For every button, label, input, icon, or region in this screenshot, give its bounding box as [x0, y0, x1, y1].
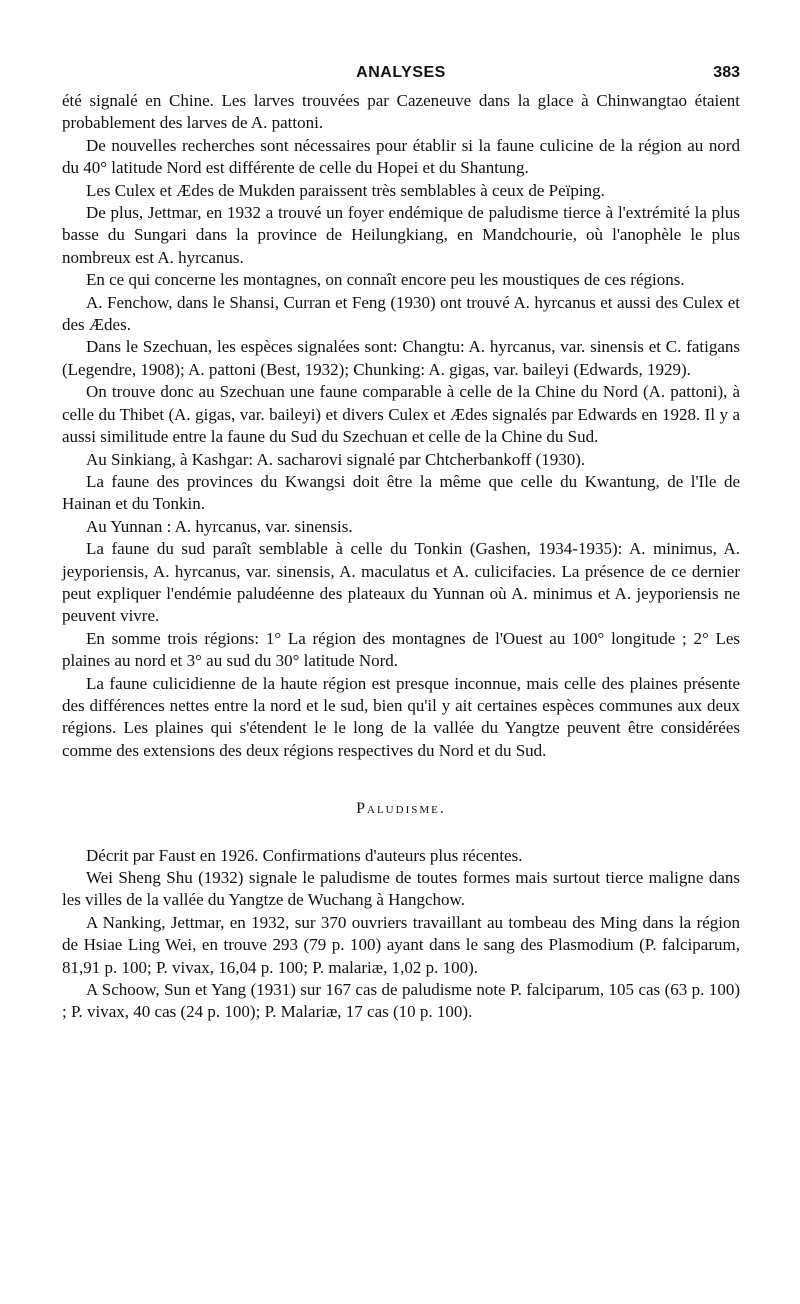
- document-page: [62, 62, 740, 1024]
- paragraph: A. Fenchow, dans le Shansi, Curran et Feng (1930) ont trouvé A. hyrcanus et aussi des Culex et des Ædes.: [62, 292, 740, 335]
- section-heading-paludisme: Paludisme.: [356, 800, 446, 818]
- paragraph: A Schoow, Sun et Yang (1931) sur 167 cas de paludisme note P. falciparum, 105 cas (63 p. 100) ; P. vivax, 40 cas (24 p. 100); P. Malariæ, 17 cas (10 p. 100).: [62, 980, 740, 1022]
- paragraph: Au Yunnan : A. hyrcanus, var. sinensis.: [86, 516, 353, 536]
- paragraph: De nouvelles recherches sont nécessaires pour établir si la faune culicine de la région au nord du 40° latitude Nord est différente de celle du Hopei et du Shantung.: [62, 135, 740, 178]
- paragraph: La faune du sud paraît semblable à celle du Tonkin (Gashen, 1934-1935): A. minimus, A. jeyporiensis, A. hyrcanus, var. sinensis, A. maculatus et A. culicifacies. La présence de ce dernier peut expliquer l'endémie paludéenne des plateaux du Yunnan où A. minimus et A. jeyporiensis ne peuvent vivre.: [62, 539, 740, 626]
- paragraph: La faune des provinces du Kwangsi doit être la même que celle du Kwantung, de l'Ile de Hainan et du Tonkin.: [62, 471, 740, 514]
- running-title: ANALYSES: [356, 64, 446, 81]
- paragraph: On trouve donc au Szechuan une faune comparable à celle de la Chine du Nord (A. pattoni), à celle du Thibet (A. gigas, var. baileyi) et divers Culex et Ædes signalés par Edwards en 1928. Il y a aussi similitude entre la faune du Sud du Szechuan et celle de la Chine du Sud.: [62, 382, 740, 447]
- paragraph: En ce qui concerne les montagnes, on connaît encore peu les moustiques de ces régions.: [86, 270, 685, 290]
- paragraph: De plus, Jettmar, en 1932 a trouvé un foyer endémique de paludisme tierce à l'extrémité la plus basse du Sungari dans la province de Heilungkiang, en Mandchourie, où l'anophèle le plus nombreux est A. hyrcanus.: [62, 203, 740, 267]
- paragraph: Wei Sheng Shu (1932) signale le paludisme de toutes formes mais surtout tierce maligne dans les villes de la vallée du Yangtze de Wuchang à Hangchow.: [62, 868, 740, 910]
- paragraph: La faune culicidienne de la haute région est presque inconnue, mais celle des plaines présente des différences nettes entre la nord et le sud, bien qu'il y ait certaines espèces communes aux deux régions. Les plaines qui s'étendent le le long de la vallée du Yangtze peuvent être considérées comme des extensions des deux régions respectives du Nord et du Sud.: [62, 673, 740, 760]
- paragraph: été signalé en Chine. Les larves trouvées par Cazeneuve dans la glace à Chinwangtao étaient probablement des larves de A. pattoni.: [62, 91, 740, 133]
- culicine-fauna-section: [62, 90, 740, 762]
- paragraph: Décrit par Faust en 1926. Confirmations d'auteurs plus récentes.: [86, 845, 523, 865]
- paragraph: Dans le Szechuan, les espèces signalées sont: Changtu: A. hyrcanus, var. sinensis et C. fatigans (Legendre, 1908); A. pattoni (Best, 1932); Chunking: A. gigas, var. baileyi (Edwards, 1929).: [62, 337, 740, 379]
- paragraph: Au Sinkiang, à Kashgar: A. sacharovi signalé par Chtcherbankoff (1930).: [86, 449, 586, 469]
- paragraph: Les Culex et Ædes de Mukden paraissent très semblables à ceux de Peïping.: [86, 180, 605, 200]
- paragraph: A Nanking, Jettmar, en 1932, sur 370 ouvriers travaillant au tombeau des Ming dans la région de Hsiae Ling Wei, en trouve 293 (79 p. 100) ayant dans le sang des Plasmodium (P. falciparum, 81,91 p. 100; P. vivax, 16,04 p. 100; P. malariæ, 1,02 p. 100).: [62, 912, 740, 977]
- page-header: [62, 62, 740, 86]
- paludisme-section: [62, 845, 740, 1024]
- paragraph: En somme trois régions: 1° La région des montagnes de l'Ouest au 100° longitude ; 2° Les plaines au nord et 3° au sud du 30° latitude Nord.: [62, 628, 740, 671]
- page-number: 383: [713, 64, 740, 81]
